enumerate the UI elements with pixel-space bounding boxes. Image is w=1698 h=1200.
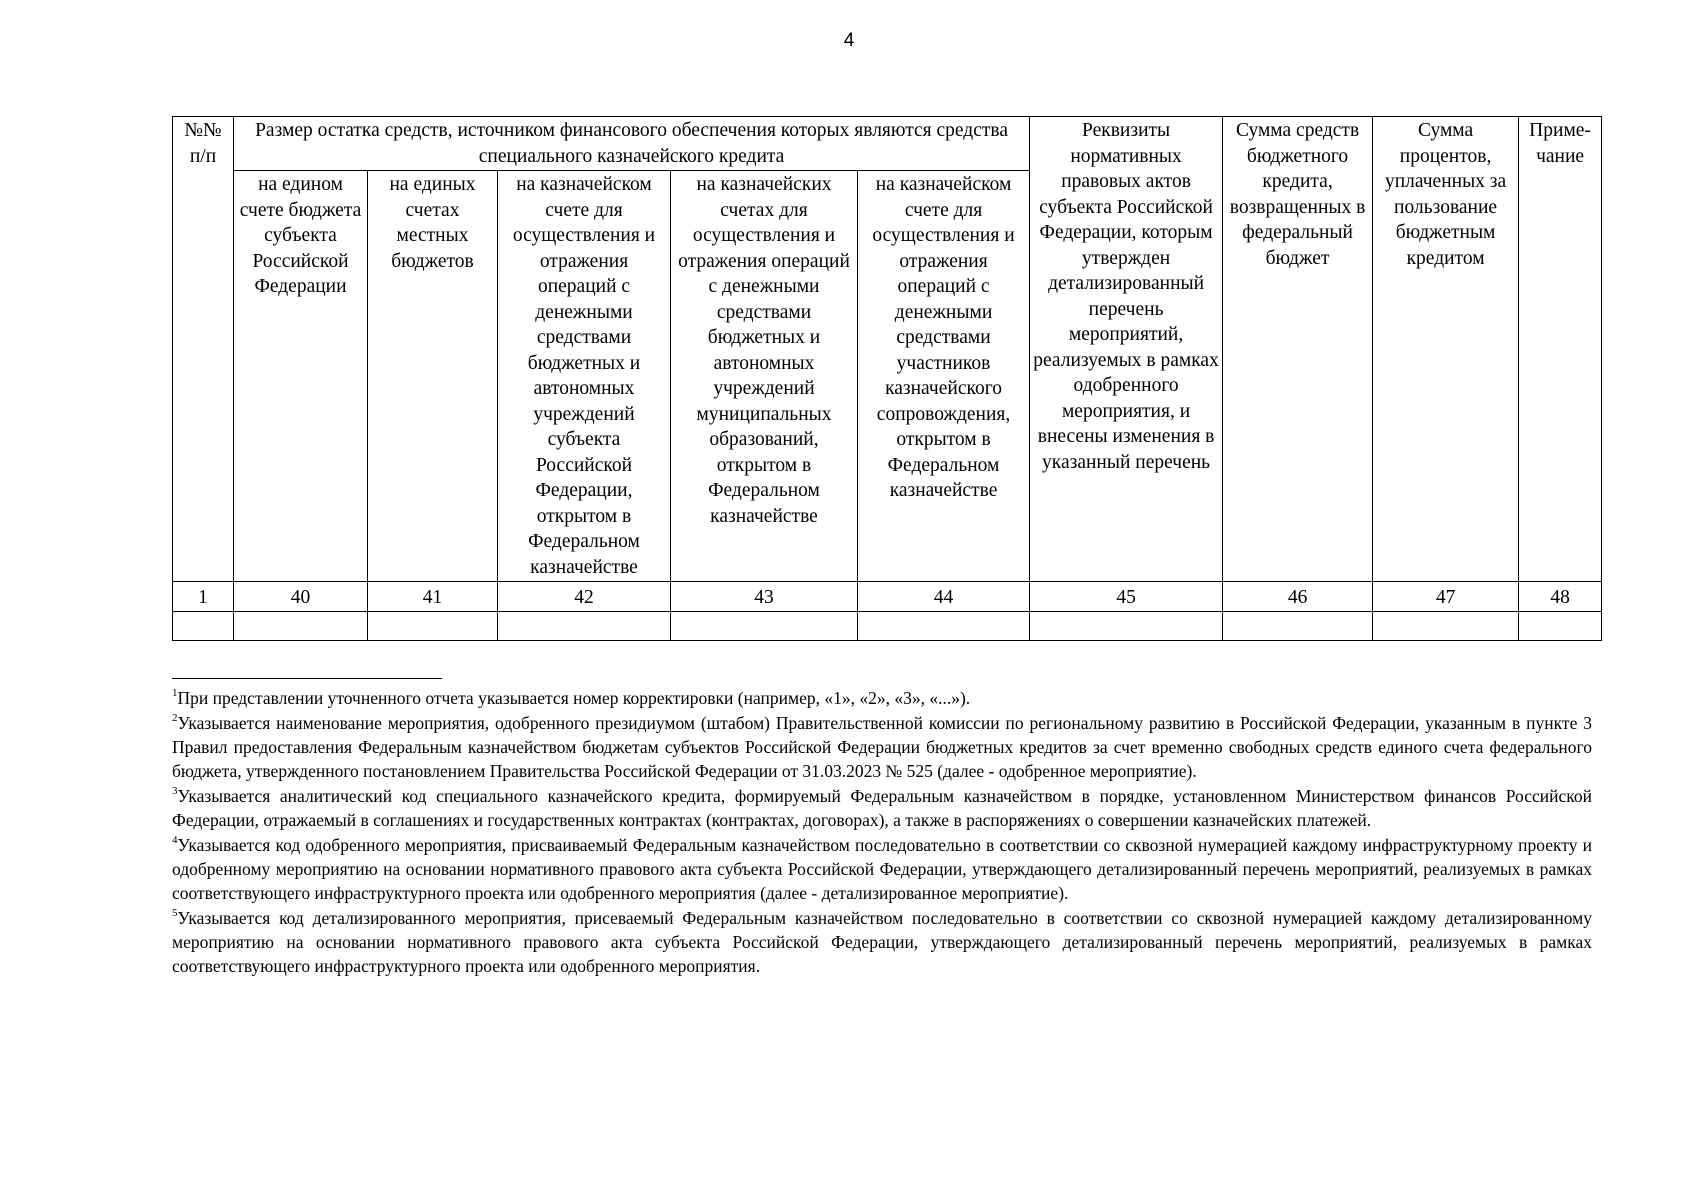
header-remainder-group: Размер остатка средств, источником финансового обеспечения которых являются средства специального казначейского кредита — [234, 117, 1030, 171]
footnote-separator — [172, 678, 442, 679]
header-interest-sum: Сумма процентов, уплаченных за пользование бюджетным кредитом — [1373, 117, 1519, 582]
footnote-mark: 1 — [172, 687, 178, 700]
footnote-text: Указывается наименование мероприятия, одобренного президиумом (штабом) Правительственной комиссии по региональному развитию в Российской Федерации, указанным в пункте 3 Правил предоставления Федеральным казначейством бюджетам субъектов Российской Федерации бюджетных кредитов за счет временно свободных средств единого счета федерального бюджета, утвержденного постановлением Правительства Российской Федерации от 31.03.2023 № 525 (далее - одобренное мероприятие). — [172, 713, 1592, 781]
data-cell — [368, 612, 498, 641]
data-cell — [234, 612, 368, 641]
footnote-3 — [172, 784, 1592, 832]
column-number: 46 — [1223, 582, 1373, 612]
column-number: 43 — [671, 582, 858, 612]
column-number: 45 — [1030, 582, 1223, 612]
header-treasury-account-subject: на казначейском счете для осуществления и отражения операций с денежными средствами бюджетных и автономных учреждений субъекта Российской Федерации, открытом в Федеральном казначействе — [498, 171, 671, 582]
data-cell — [498, 612, 671, 641]
data-cell — [1519, 612, 1602, 641]
data-cell — [1030, 612, 1223, 641]
column-number-row — [173, 582, 1602, 612]
footnote-5 — [172, 906, 1592, 978]
header-num: №№ п/п — [173, 117, 234, 582]
data-cell — [173, 612, 234, 641]
footnote-text: Указывается код детализированного мероприятия, присеваемый Федеральным казначейством последовательно в соответствии со сквозной нумерацией каждому детализированному мероприятию на основании нормативного правового акта субъекта Российской Федерации, утверждающего детализированный перечень мероприятий, реализуемых в рамках соответствующего инфраструктурного проекта или одобренного мероприятия. — [172, 908, 1592, 976]
header-note: Приме-чание — [1519, 117, 1602, 582]
report-table — [172, 116, 1602, 641]
column-number: 44 — [858, 582, 1030, 612]
footnote-4 — [172, 833, 1592, 905]
data-cell — [1223, 612, 1373, 641]
footnote-mark: 3 — [172, 785, 178, 798]
footnote-text: Указывается код одобренного мероприятия, присваиваемый Федеральным казначейством последовательно в соответствии со сквозной нумерацией каждому инфраструктурному проекту и одобренному мероприятию на основании нормативного правового акта субъекта Российской Федерации, утверждающего детализированный перечень мероприятий, реализуемых в рамках соответствующего инфраструктурного проекта или одобренного мероприятия (далее - детализированное мероприятие). — [172, 835, 1592, 903]
column-number: 42 — [498, 582, 671, 612]
data-row — [173, 612, 1602, 641]
header-treasury-account-participants: на казначейском счете для осуществления и отражения операций с денежными средствами участников казначейского сопровождения, открытом в Федеральном казначействе — [858, 171, 1030, 582]
column-number: 40 — [234, 582, 368, 612]
footnote-1 — [172, 686, 1592, 710]
data-cell — [858, 612, 1030, 641]
header-single-accounts-local: на единых счетах местных бюджетов — [368, 171, 498, 582]
header-single-account-subject: на едином счете бюджета субъекта Российской Федерации — [234, 171, 368, 582]
data-cell — [1373, 612, 1519, 641]
footnote-mark: 4 — [172, 834, 178, 847]
footnote-text: Указывается аналитический код специального казначейского кредита, формируемый Федеральным казначейством в порядке, установленном Министерством финансов Российской Федерации, отражаемый в соглашениях и государственных контрактах (контрактах, договорах), а также в распоряжениях о совершении казначейских платежей. — [172, 786, 1592, 830]
page-number: 4 — [843, 30, 855, 51]
column-number: 41 — [368, 582, 498, 612]
data-cell — [671, 612, 858, 641]
header-row-top — [173, 117, 1602, 171]
header-requisites: Реквизиты нормативных правовых актов субъекта Российской Федерации, которым утвержден детализированный перечень мероприятий, реализуемых в рамках одобренного мероприятия, и внесены изменения в указанный перечень — [1030, 117, 1223, 582]
footnotes — [172, 678, 1592, 979]
footnote-mark: 5 — [172, 907, 178, 920]
column-number: 47 — [1373, 582, 1519, 612]
column-number: 1 — [173, 582, 234, 612]
footnote-text: При представлении уточненного отчета указывается номер корректировки (например, «1», «2», «3», «...»). — [177, 688, 971, 708]
footnote-2 — [172, 711, 1592, 783]
header-returned-sum: Сумма средств бюджетного кредита, возвращенных в федеральный бюджет — [1223, 117, 1373, 582]
header-treasury-accounts-municipal: на казначейских счетах для осуществления и отражения операций с денежными средствами бюджетных и автономных учреждений муниципальных образований, открытом в Федеральном казначействе — [671, 171, 858, 582]
column-number: 48 — [1519, 582, 1602, 612]
footnote-mark: 2 — [172, 712, 178, 725]
